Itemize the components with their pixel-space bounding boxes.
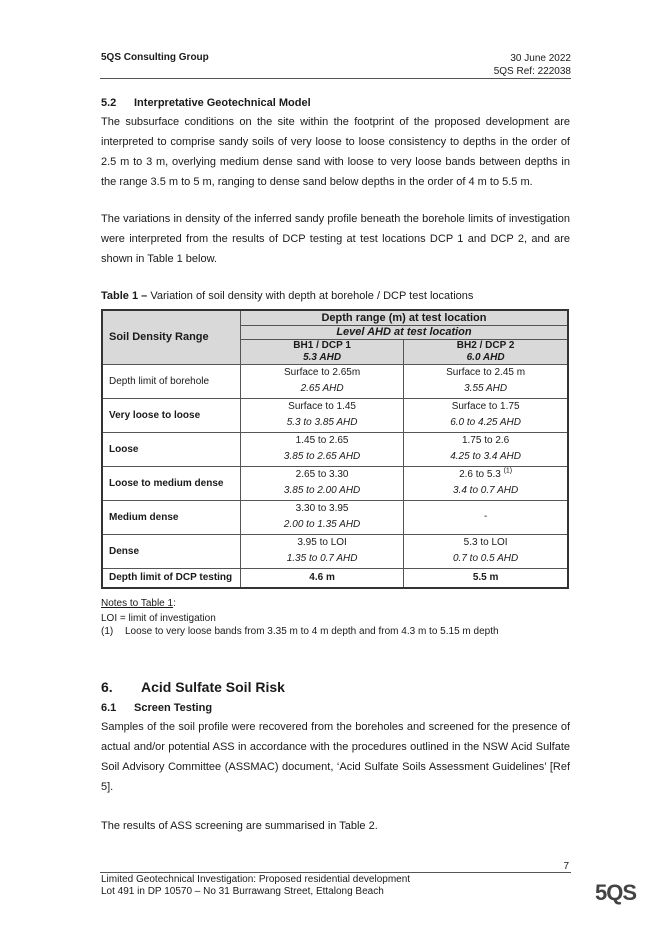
cell-depth: 1.75 to 2.6 xyxy=(461,435,510,446)
col-header-level-ahd: Level AHD at test location xyxy=(240,325,568,339)
page-number: 7 xyxy=(563,861,569,872)
cell-location-1 xyxy=(240,500,403,534)
cell-location-1 xyxy=(240,534,403,568)
footer-text xyxy=(101,874,410,898)
table-row xyxy=(102,466,568,500)
header-divider xyxy=(100,78,571,79)
cell-depth: 2.6 to 5.3 xyxy=(459,469,501,480)
row-label: Medium dense xyxy=(102,500,240,534)
section-6-number: 6. xyxy=(101,679,113,695)
company-logo: 5QS xyxy=(595,880,637,905)
location-1-name: BH1 / DCP 1 xyxy=(293,339,351,351)
section-6-heading xyxy=(101,679,285,695)
footer-line-2: Lot 491 in DP 10570 – No 31 Burrawang Street, Ettalong Beach xyxy=(101,886,384,897)
row-label: Depth limit of borehole xyxy=(102,364,240,398)
section-5-2-paragraph-1: The subsurface conditions on the site within the footprint of the proposed development are interpreted to comprise sandy soils of very loose to loose consistency to depths in the order of 2.5 m to 3 m, overlying medium dense sand with loose to very loose bands between depths in the range 3.5 m to 5 m, ranging to dense sand below depths in the order of 4 m to 5.5 m. xyxy=(101,116,570,188)
col-header-depth-range: Depth range (m) at test location xyxy=(240,310,568,325)
cell-location-2: - xyxy=(404,500,568,534)
table-1-notes xyxy=(101,597,499,638)
cell-location-2 xyxy=(404,398,568,432)
cell-location-1 xyxy=(240,398,403,432)
header-company: 5QS Consulting Group xyxy=(101,52,209,63)
section-6-1-number: 6.1 xyxy=(101,702,117,714)
row-label: Depth limit of DCP testing xyxy=(102,568,240,588)
location-2-level: 6.0 AHD xyxy=(466,351,505,363)
cell-location-1 xyxy=(240,432,403,466)
cell-depth: 3.30 to 3.95 xyxy=(295,503,349,514)
cell-ahd: 0.7 to 0.5 AHD xyxy=(452,553,519,564)
table-row xyxy=(102,364,568,398)
cell-ahd: 4.25 to 3.4 AHD xyxy=(450,451,521,462)
cell-ahd: 3.55 AHD xyxy=(464,383,508,394)
cell-ahd: 5.3 to 3.85 AHD xyxy=(286,417,358,428)
note-1 xyxy=(101,625,499,638)
cell-depth: 3.95 to LOI xyxy=(297,537,347,548)
section-6-1-paragraph-1: Samples of the soil profile were recovered from the boreholes and screened for the presence of actual and/or potential ASS in accordance with the procedures outlined in the NSW Acid Sulfate Soil Advisory Committee (ASSMAC) document, ‘Acid Sulfate Soils Assessment Guidelines’ [Ref 5]. xyxy=(101,721,570,793)
location-1-level: 5.3 AHD xyxy=(303,351,342,363)
row-label: Very loose to loose xyxy=(102,398,240,432)
section-6-1-title: Screen Testing xyxy=(134,702,213,714)
cell-depth: Surface to 1.45 xyxy=(288,401,356,412)
cell-depth: 1.45 to 2.65 xyxy=(295,435,349,446)
section-5-2-paragraph-2: The variations in density of the inferred sandy profile beneath the borehole limits of investigation were interpreted from the results of DCP testing at test locations DCP 1 and DCP 2, and are shown in Table 1 below. xyxy=(101,213,570,265)
cell-depth: Surface to 1.75 xyxy=(451,401,520,412)
notes-title-line xyxy=(101,597,499,610)
table-1-caption-text: Variation of soil density with depth at borehole / DCP test locations xyxy=(147,290,474,302)
table-row-dcp-limit xyxy=(102,568,568,588)
cell-location-1: 4.6 m xyxy=(240,568,403,588)
row-label: Loose xyxy=(102,432,240,466)
notes-title: Notes to Table 1 xyxy=(101,598,174,609)
table-row xyxy=(102,500,568,534)
cell-location-1 xyxy=(240,364,403,398)
footer-line-1: Limited Geotechnical Investigation: Proposed residential development xyxy=(101,874,411,885)
cell-ahd: 1.35 to 0.7 AHD xyxy=(286,553,358,564)
section-5-2-title: Interpretative Geotechnical Model xyxy=(134,97,311,109)
location-2-name: BH2 / DCP 2 xyxy=(456,339,515,351)
table-row xyxy=(102,398,568,432)
cell-ahd: 6.0 to 4.25 AHD xyxy=(450,417,521,428)
col-header-soil-density-range: Soil Density Range xyxy=(102,310,240,364)
cell-depth-with-note xyxy=(404,467,567,483)
cell-depth: 5.3 to LOI xyxy=(463,537,508,548)
row-label: Dense xyxy=(102,534,240,568)
note-loi: LOI = limit of investigation xyxy=(101,613,216,624)
section-6-1-paragraph-2: The results of ASS screening are summarised in Table 2. xyxy=(101,820,378,832)
col-header-location-2 xyxy=(404,339,568,364)
table-1-caption xyxy=(101,290,473,302)
note-1-text: Loose to very loose bands from 3.35 m to 4 m depth and from 4.3 m to 5.15 m depth xyxy=(125,626,499,637)
header-date: 30 June 2022 xyxy=(510,53,571,64)
section-5-2-number: 5.2 xyxy=(101,97,117,109)
table-row xyxy=(102,432,568,466)
footer-divider xyxy=(100,872,571,873)
cell-location-2 xyxy=(404,534,568,568)
cell-location-2 xyxy=(404,466,568,500)
cell-location-2 xyxy=(404,364,568,398)
table-row xyxy=(102,534,568,568)
soil-density-table xyxy=(101,309,569,589)
cell-ahd: 3.4 to 0.7 AHD xyxy=(452,485,519,496)
section-5-2-heading xyxy=(101,97,311,109)
cell-depth: 2.65 to 3.30 xyxy=(295,469,349,480)
notes-colon: : xyxy=(173,598,176,609)
cell-ahd: 3.85 to 2.65 AHD xyxy=(283,451,361,462)
cell-location-2: 5.5 m xyxy=(404,568,568,588)
section-6-title: Acid Sulfate Soil Risk xyxy=(141,679,285,695)
row-label: Loose to medium dense xyxy=(102,466,240,500)
table-1-caption-label: Table 1 – xyxy=(101,290,148,302)
section-6-1-heading xyxy=(101,702,212,714)
note-1-key: (1) xyxy=(101,626,114,637)
cell-location-2 xyxy=(404,432,568,466)
cell-ahd: 2.00 to 1.35 AHD xyxy=(283,519,361,530)
col-header-location-1 xyxy=(240,339,403,364)
header-right xyxy=(494,52,571,78)
cell-depth: Surface to 2.65m xyxy=(284,367,361,378)
note-reference: (1) xyxy=(503,467,513,475)
cell-location-1 xyxy=(240,466,403,500)
cell-ahd: 3.85 to 2.00 AHD xyxy=(283,485,361,496)
header-ref: 5QS Ref: 222038 xyxy=(493,66,571,77)
cell-ahd: 2.65 AHD xyxy=(300,383,344,394)
cell-depth: Surface to 2.45 m xyxy=(446,367,526,378)
